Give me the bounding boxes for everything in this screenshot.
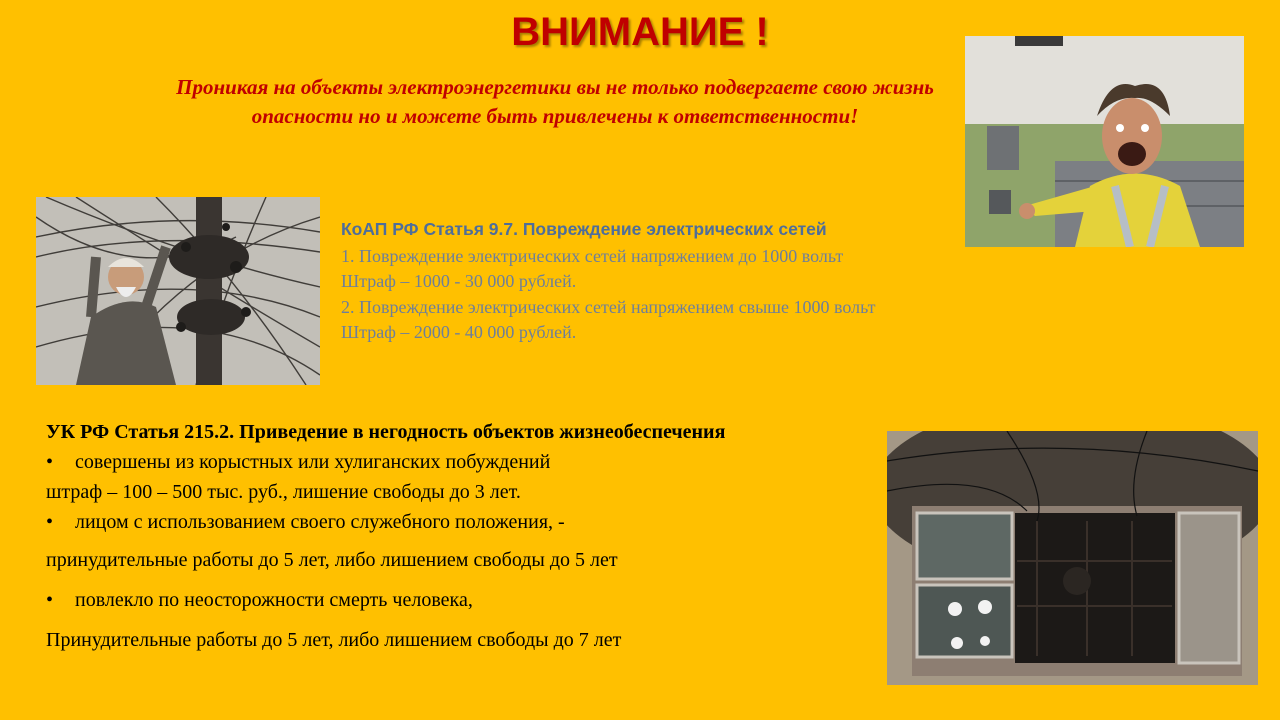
koap-item: 1. Повреждение электрических сетей напряжением до 1000 вольт (341, 245, 844, 266)
bullet-marker: • (46, 451, 54, 473)
bullet-marker: • (46, 511, 54, 533)
uk-bullet-item (46, 447, 881, 477)
page-title: ВНИМАНИЕ ! (511, 10, 769, 54)
uk-bullet-item (46, 507, 881, 537)
uk-bullet-text: повлекло по неосторожности смерть человека, (75, 589, 473, 611)
koap-heading: КоАП РФ Статья 9.7. Повреждение электрических сетей (341, 219, 827, 239)
photo-shocked-man (965, 36, 1244, 247)
uk-heading: УК РФ Статья 215.2. Приведение в негодность объектов жизнеобеспечения (46, 421, 726, 443)
uk-penalty-line: штраф – 100 – 500 тыс. руб., лишение свободы до 3 лет. (46, 481, 521, 503)
koap-item: Штраф – 2000 - 40 000 рублей. (341, 322, 577, 342)
warning-subtitle: Проникая на объекты электроэнергетики вы не только подвергаете свою жизнь опасности но и можете быть привлечены к ответственности! (176, 75, 934, 128)
koap-item: Штраф – 1000 - 30 000 рублей. (341, 271, 577, 291)
uk-bullet-item (46, 585, 881, 615)
uk-bullet-text: совершены из корыстных или хулиганских побуждений (75, 451, 551, 473)
uk-penalty-line: Принудительные работы до 5 лет, либо лишением свободы до 7 лет (46, 629, 622, 651)
photo-man-on-pole (36, 197, 320, 385)
bullet-marker: • (46, 589, 54, 611)
uk-article (46, 417, 881, 655)
koap-item: 2. Повреждение электрических сетей напряжением свыше 1000 вольт (341, 296, 876, 317)
uk-bullet-text: лицом с использованием своего служебного положения, - (75, 511, 565, 533)
koap-article (341, 217, 941, 346)
uk-penalty-line: принудительные работы до 5 лет, либо лишением свободы до 5 лет (46, 549, 618, 571)
photo-burnt-panel (887, 431, 1258, 685)
